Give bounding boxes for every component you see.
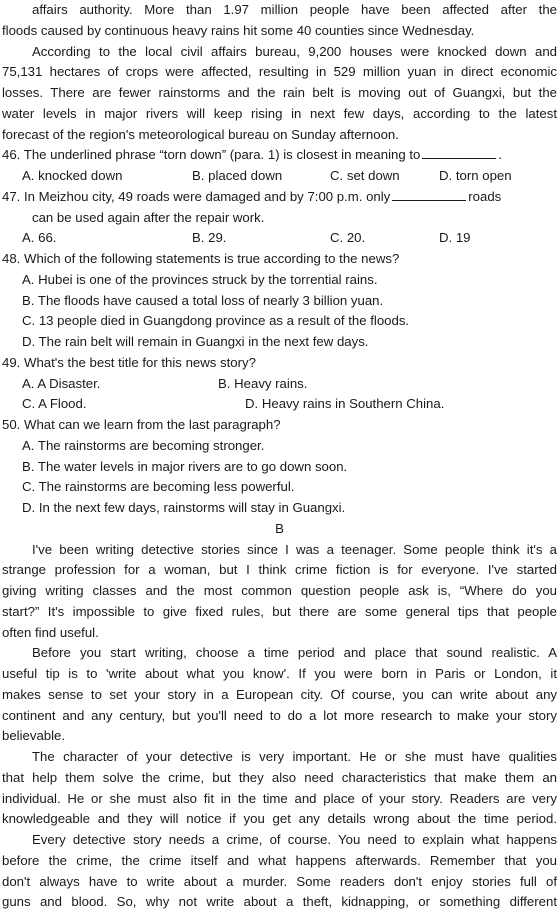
option-c: C. set down [330,168,400,183]
passage-a-line: affairs authority. More than 1.97 million people have been affected after the [32,2,557,17]
passage-b-line: individual. He or she must also fit in the time and place of your story. Readers are very [2,790,557,806]
question-49-stem: 49. What's the best title for this news story? [2,354,256,370]
passage-b-line: before the crime, the crime itself and what happens afterwards. Remember that you [2,852,557,868]
question-49-options-row1 [2,374,557,395]
question-48-stem: 48. Which of the following statements is true according to the news? [2,251,400,266]
passage-a-line: forecast of the region's meteorological bureau on Sunday afternoon. [2,126,399,142]
passage-b-line: Before you start writing, choose a time period and place that sound realistic. A [32,645,557,661]
passage-b-line: continent and any century, but you'll need to do a lot more research to make your story [2,707,557,723]
option-d: D. torn open [439,168,512,183]
option-a: A. 66. [22,230,57,246]
passage-b-line: start?” It's impossible to give fixed rules, but there are some general tips that people [2,603,557,619]
option-a: A. Hubei is one of the provinces struck by the torrential rains. [22,271,378,287]
passage-b-line: often find useful. [2,624,99,640]
option-a: A. knocked down [22,168,123,183]
option-b: B. The floods have caused a total loss of nearly 3 billion yuan. [22,292,384,308]
option-a: A. The rainstorms are becoming stronger. [22,437,265,453]
passage-b-line: giving writing classes and the most common question people ask is, “Where do you [2,583,557,598]
option-c: C. 20. [330,230,366,246]
option-b: B. placed down [192,168,283,183]
passage-b-line: that help them solve the crime, but they also need characteristics that make them an [2,769,557,785]
question-50-stem: 50. What can we learn from the last paragraph? [2,417,281,432]
passage-b-line: don't always have to write about a murder. Some readers don't enjoy stories full of [2,873,557,889]
question-47-stem: 47. In Meizhou city, 49 roads were damaged and by 7:00 p.m. only roads [2,188,502,204]
passage-b-line: The character of your detective is very important. He or she must have qualities [32,749,557,764]
option-d: D. 19 [439,230,471,246]
question-47-stem-cont: can be used again after the repair work. [32,209,265,225]
passage-b-line: Every detective story needs a crime, of course. You need to explain what happens [32,832,557,847]
passage-a-line: 75,131 hectares of crops were affected, resulting in 529 million yuan in direct economic [2,64,557,80]
option-b: B. Heavy rains. [218,375,308,391]
option-d: D. Heavy rains in Southern China. [245,396,445,412]
question-47-options [2,228,557,249]
option-d: D. In the next few days, rainstorms will stay in Guangxi. [22,500,346,515]
passage-b-line: makes sense to set your story in a European city. Of course, you can write about any [2,686,557,702]
passage-b-line: knowledgeable and they will notice if you get any details wrong about the time period. [2,811,557,827]
passage-a-line: losses. There are fewer rainstorms and the rain belt is moving out of Guangxi, but the [2,85,557,100]
option-c: C. 13 people died in Guangdong province as a result of the floods. [22,313,410,329]
option-c: C. The rainstorms are becoming less powerful. [22,479,295,495]
passage-b-line: strange profession for a woman, but I think crime fiction is for everyone. I've started [2,562,557,578]
passage-a-line: floods caused by continuous heavy rains hit some 40 counties since Wednesday. [2,22,475,38]
answer-blank [422,146,496,159]
passage-b-line: I've been writing detective stories since I was a teenager. Some people think it's a [32,541,557,557]
passage-b-line: believable. [2,728,66,744]
section-b-heading: B [275,520,284,536]
option-c: C. A Flood. [22,396,87,412]
passage-b-line: guns and blood. So, why not write about a theft, kidnapping, or something different [2,894,557,910]
answer-blank [392,188,466,201]
question-46-options [2,166,557,187]
option-b: B. The water levels in major rivers are to go down soon. [22,458,348,474]
option-d: D. The rain belt will remain in Guangxi in the next few days. [22,334,369,349]
question-46-stem: 46. The underlined phrase “torn down” (para. 1) is closest in meaning to . [2,147,502,163]
option-b: B. 29. [192,230,227,246]
passage-b-line: useful tip is to 'write about what you know'. If you were born in Paris or London, it [2,666,557,681]
option-a: A. A Disaster. [22,375,101,391]
passage-a-line: water levels in major rivers will keep rising in next few days, according to the latest [2,105,557,121]
passage-a-line: According to the local civil affairs bureau, 9,200 houses were knocked down and [32,43,557,59]
question-49-options-row2 [2,394,557,415]
